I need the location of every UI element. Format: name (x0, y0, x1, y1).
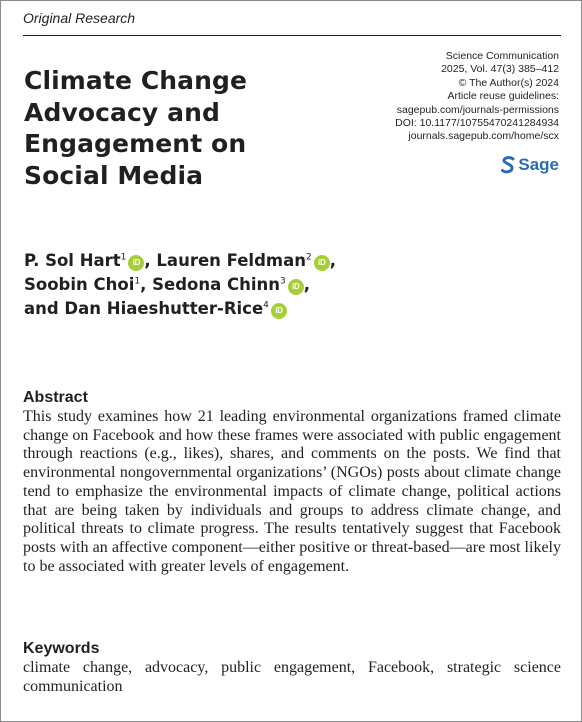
permissions-link[interactable]: sagepub.com/journals-permissions (396, 103, 559, 116)
keywords-section (23, 639, 561, 696)
abstract-text: This study examines how 21 leading environmental organizations framed climate change on Facebook and how these frames were associated with public engagement through reactions (e.g., likes), shares, and comments on the posts. We find that environmental nongovernmental organizations’ (NGOs) posts about climate change tend to emphasize the environmental impacts of climate change, political actions that are being taken by individuals and groups to address climate change, and political threats to climate progress. The results tentatively suggest that Facebook posts with an affective component—either positive or threat-based—are most likely to be associated with greater levels of engagement. (23, 408, 561, 575)
author-line (24, 297, 336, 321)
top-rule (23, 35, 561, 36)
author-separator: , (144, 251, 157, 270)
author-line (24, 249, 336, 273)
orcid-icon[interactable]: iD (314, 255, 330, 271)
title-line: Advocacy and (24, 97, 220, 127)
title-line: Climate Change (24, 66, 248, 95)
author-separator: , (329, 251, 336, 270)
journal-homepage-link[interactable]: journals.sagepub.com/home/scx (408, 130, 559, 143)
affiliation-marker: 2 (305, 252, 312, 263)
affiliation-marker: 4 (263, 300, 269, 311)
keywords-heading: Keywords (23, 640, 100, 657)
author-list (24, 249, 336, 321)
doi-link[interactable]: DOI: 10.1177/10755470241284934 (395, 117, 559, 130)
author-separator: , (140, 275, 153, 294)
reuse-guidelines-label: Article reuse guidelines: (447, 90, 559, 103)
affiliation-marker: 1 (120, 252, 127, 263)
title-line: Social Media (24, 160, 204, 190)
keywords-text: climate change, advocacy, public engagement, Facebook, strategic science communication (23, 659, 561, 695)
abstract-heading: Abstract (23, 389, 88, 406)
sage-s-icon (501, 156, 515, 174)
title-line: Engagement on (24, 129, 247, 158)
author-name[interactable]: and Dan Hiaeshutter-Rice (24, 299, 264, 318)
copyright: © The Author(s) 2024 (458, 76, 559, 89)
affiliation-marker: 1 (134, 276, 141, 287)
author-name[interactable]: Lauren Feldman (156, 251, 306, 270)
author-name[interactable]: Sedona Chinn (152, 275, 280, 294)
journal-volume: 2025, Vol. 47(3) 385–412 (441, 63, 559, 76)
orcid-icon[interactable]: iD (271, 303, 287, 319)
author-line (24, 273, 336, 297)
author-separator: , (303, 275, 310, 294)
journal-meta (395, 50, 559, 144)
affiliation-marker: 3 (279, 276, 286, 287)
article-title (24, 65, 247, 191)
section-label: Original Research (23, 10, 136, 26)
orcid-icon[interactable]: iD (128, 255, 144, 271)
sage-logo-text: Sage (518, 155, 559, 174)
orcid-icon[interactable]: iD (288, 279, 304, 295)
author-name[interactable]: P. Sol Hart (24, 251, 121, 270)
journal-name: Science Communication (445, 50, 559, 62)
author-name[interactable]: Soobin Choi (24, 275, 135, 294)
sage-logo (501, 155, 559, 175)
abstract-section (23, 388, 561, 576)
